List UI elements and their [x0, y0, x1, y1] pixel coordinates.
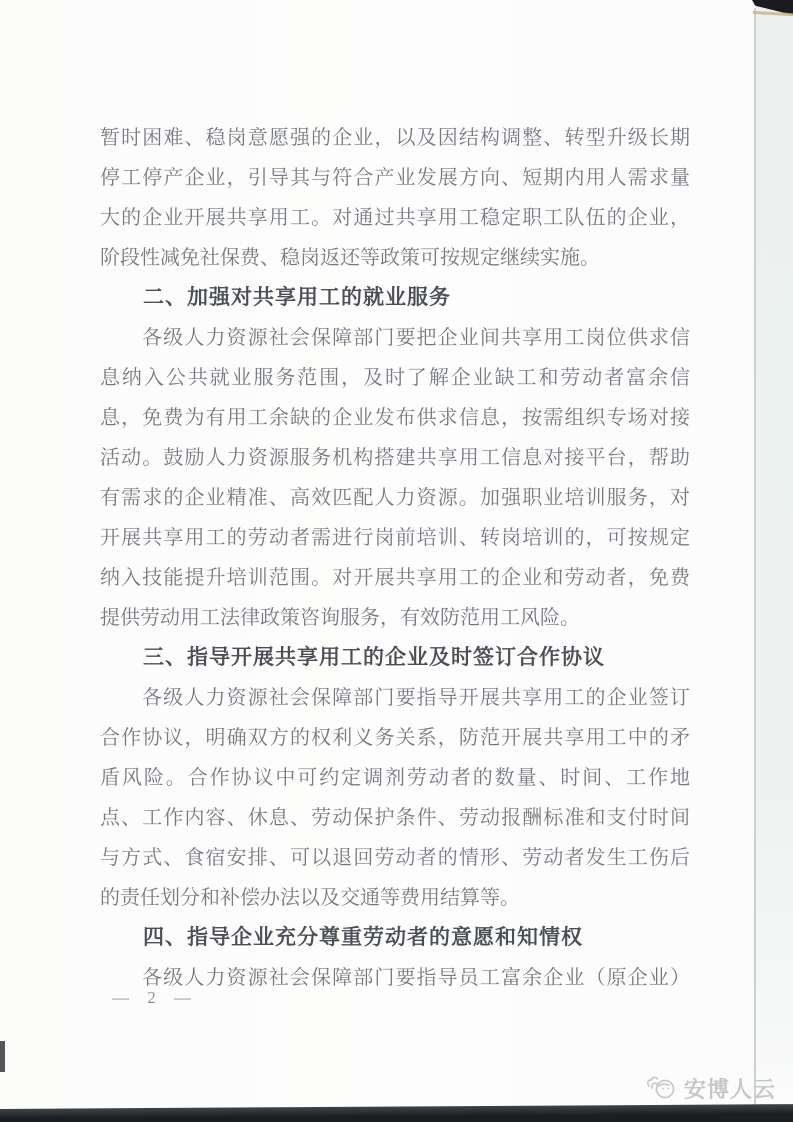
- watermark-text: 安博人云: [684, 1076, 777, 1102]
- section-heading-2: 二、加强对共享用工的就业服务: [143, 286, 451, 309]
- page-edge-shadow: [756, 0, 793, 1122]
- text-line: 与方式、食宿安排、可以退回劳动者的情形、劳动者发生工伤后: [100, 847, 690, 869]
- watermark: [646, 1072, 776, 1104]
- scan-edge-artifact: [0, 1041, 5, 1072]
- text-line: 盾风险。合作协议中可约定调剂劳动者的数量、时间、工作地: [100, 767, 690, 789]
- text-line: 纳入技能提升培训范围。对开展共享用工的企业和劳动者，免费: [100, 567, 690, 589]
- scan-bottom-border: [0, 1104, 793, 1122]
- cloud-mascot-logo-icon: [646, 1074, 678, 1102]
- document-body: [100, 118, 690, 998]
- text-line: 息，免费为有用工余缺的企业发布供求信息，按需组织专场对接: [100, 407, 690, 429]
- page-number: — 2 —: [112, 988, 193, 1007]
- section-heading-3: 三、指导开展共享用工的企业及时签订合作协议: [143, 646, 605, 669]
- text-line: 活动。鼓励人力资源服务机构搭建共享用工信息对接平台，帮助: [100, 447, 690, 469]
- page-edge-line: [754, 8, 756, 1108]
- text-line: 提供劳动用工法律政策咨询服务，有效防范用工风险。: [100, 607, 580, 629]
- text-line: 开展共享用工的劳动者需进行岗前培训、转岗培训的，可按规定: [100, 527, 690, 549]
- text-line: 阶段性减免社保费、稳岗返还等政策可按规定继续实施。: [100, 247, 600, 269]
- text-line: 点、工作内容、休息、劳动保护条件、劳动报酬标准和支付时间: [100, 807, 690, 829]
- text-line: 有需求的企业精准、高效匹配人力资源。加强职业培训服务，对: [100, 487, 690, 509]
- text-line: 大的企业开展共享用工。对通过共享用工稳定职工队伍的企业，: [100, 207, 690, 229]
- text-line: 暂时困难、稳岗意愿强的企业，以及因结构调整、转型升级长期: [100, 127, 690, 149]
- section-heading-4: 四、指导企业充分尊重劳动者的意愿和知情权: [143, 926, 583, 949]
- text-line: 各级人力资源社会保障部门要指导开展共享用工的企业签订: [142, 687, 690, 709]
- text-line: 各级人力资源社会保障部门要指导员工富余企业（原企业）: [142, 967, 690, 989]
- text-line: 各级人力资源社会保障部门要把企业间共享用工岗位供求信: [142, 327, 690, 349]
- text-line: 停工停产企业，引导其与符合产业发展方向、短期内用人需求量: [100, 167, 690, 189]
- text-line: 息纳入公共就业服务范围，及时了解企业缺工和劳动者富余信: [100, 367, 690, 389]
- text-line: 的责任划分和补偿办法以及交通等费用结算等。: [100, 887, 520, 909]
- text-line: 合作协议，明确双方的权利义务关系，防范开展共享用工中的矛: [100, 727, 690, 749]
